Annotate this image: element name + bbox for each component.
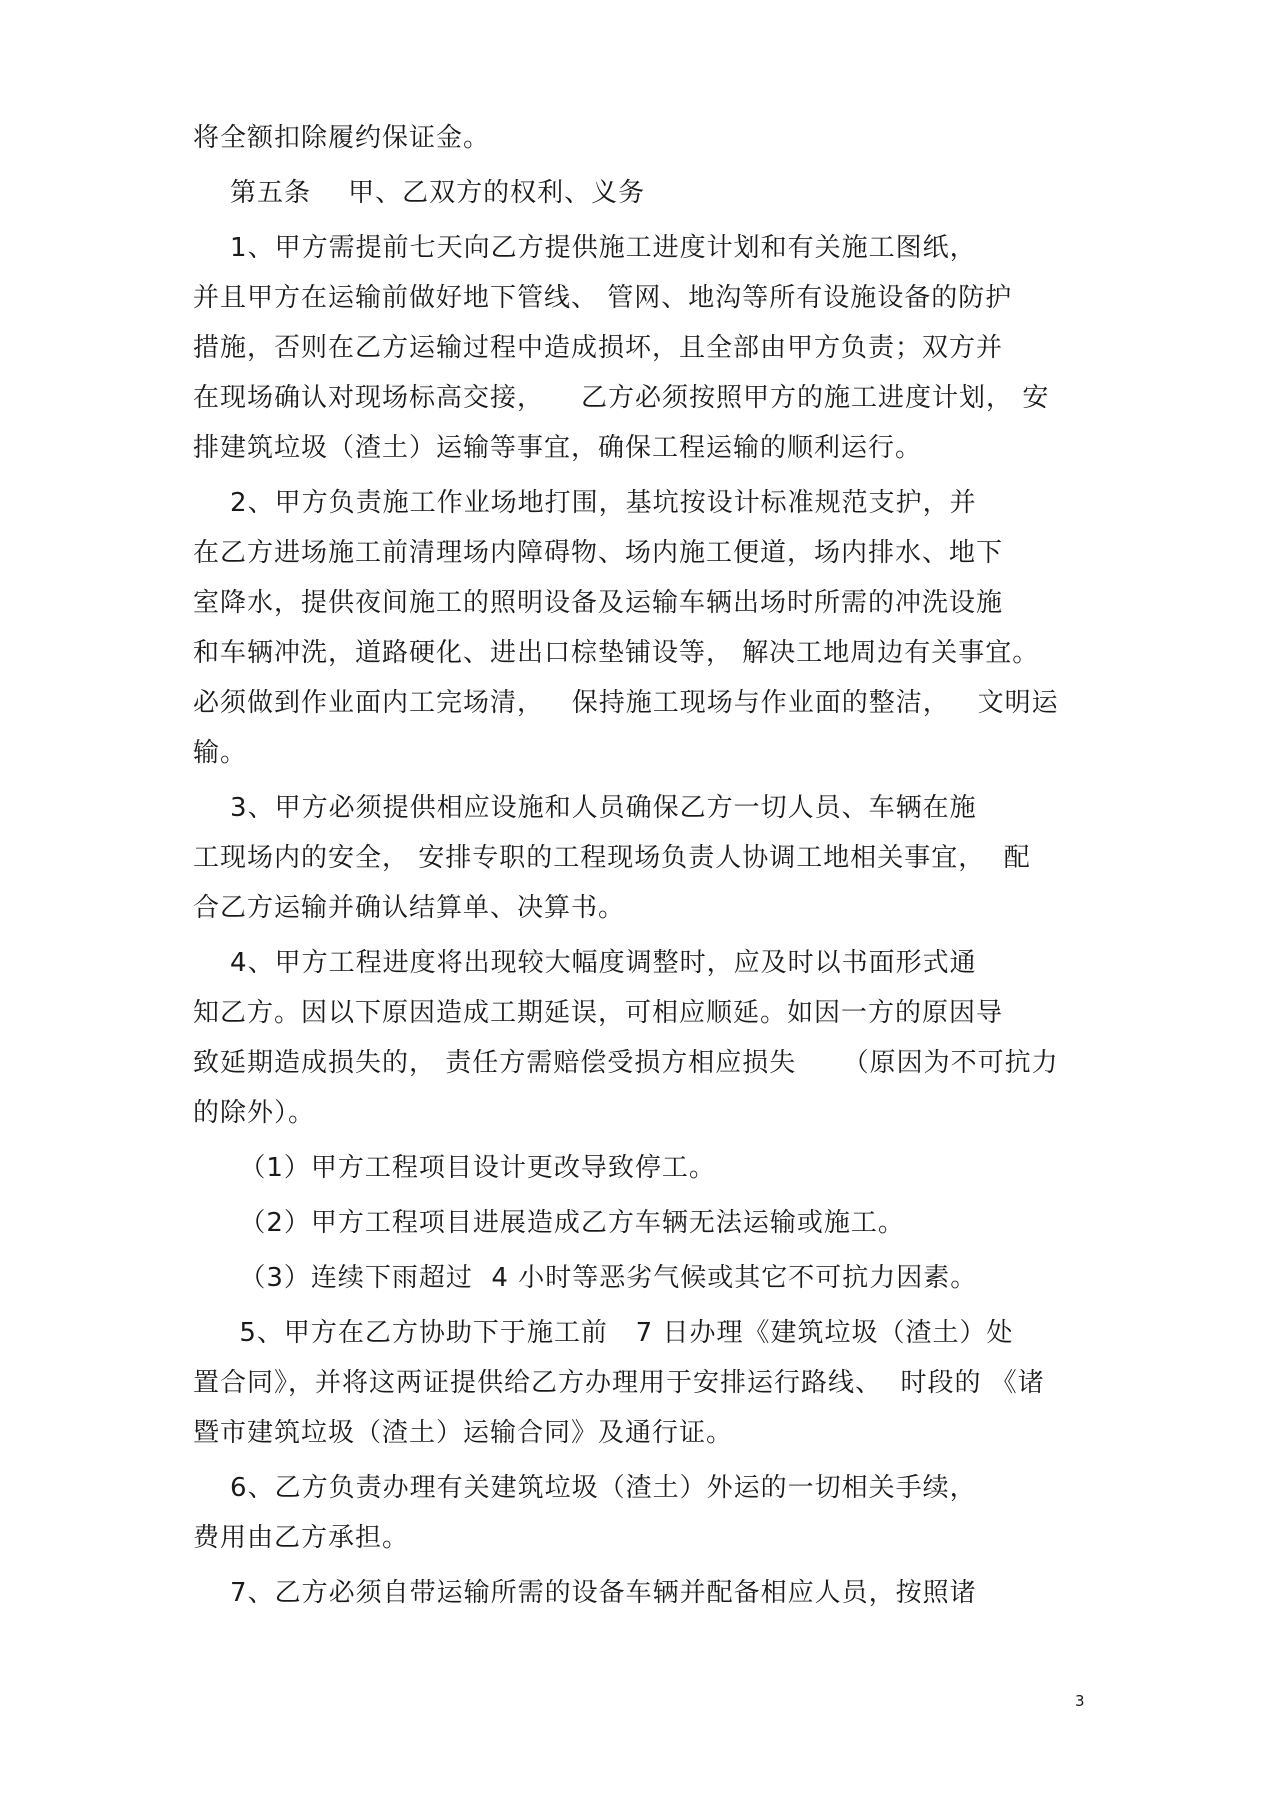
text-line: 合乙方运输并确认结算单、决算书。 bbox=[193, 893, 626, 923]
text-line: 输。 bbox=[193, 738, 248, 768]
text-line: 2、甲方负责施工作业场地打围，基坑按设计标准规范支护，并 bbox=[193, 488, 977, 518]
text-line: 必须做到作业面内工完场清， 保持施工现场与作业面的整洁， 文明运 bbox=[193, 688, 1059, 718]
text-line: 3、甲方必须提供相应设施和人员确保乙方一切人员、车辆在施 bbox=[193, 793, 977, 823]
text-line: 知乙方。因以下原因造成工期延误，可相应顺延。如因一方的原因导 bbox=[193, 998, 1004, 1028]
page-number: 3 bbox=[1075, 1692, 1085, 1710]
text-line: 在现场确认对现场标高交接， 乙方必须按照甲方的施工进度计划， 安 bbox=[193, 383, 1050, 413]
text-line: 5、甲方在乙方协助下于施工前 7 日办理《建筑垃圾（渣土）处 bbox=[193, 1318, 1014, 1348]
text-line: （3）连续下雨超过 4 小时等恶劣气候或其它不可抗力因素。 bbox=[193, 1263, 978, 1293]
text-line: 1、甲方需提前七天向乙方提供施工进度计划和有关施工图纸， bbox=[193, 233, 977, 263]
article-heading: 第五条 甲、乙双方的权利、义务 bbox=[193, 178, 646, 208]
text-line: 费用由乙方承担。 bbox=[193, 1523, 410, 1553]
text-line: 并且甲方在运输前做好地下管线、 管网、地沟等所有设施设备的防护 bbox=[193, 283, 1013, 313]
text-line: 和车辆冲洗，道路硬化、进出口棕垫铺设等， 解决工地周边有关事宜。 bbox=[193, 638, 1040, 668]
text-line: 将全额扣除履约保证金。 bbox=[193, 123, 491, 153]
text-line: 置合同》，并将这两证提供给乙方办理用于安排运行路线、 时段的 《诸 bbox=[193, 1368, 1045, 1398]
text-line: 致延期造成损失的， 责任方需赔偿受损方相应损失 （原因为不可抗力 bbox=[193, 1048, 1059, 1078]
text-line: （2）甲方工程项目进展造成乙方车辆无法运输或施工。 bbox=[193, 1208, 905, 1238]
text-line: 措施，否则在乙方运输过程中造成损坏，且全部由甲方负责；双方并 bbox=[193, 333, 1004, 363]
text-line: 的除外）。 bbox=[193, 1098, 316, 1128]
text-line: 在乙方进场施工前清理场内障碍物、场内施工便道，场内排水、地下 bbox=[193, 538, 1004, 568]
text-line: 4、甲方工程进度将出现较大幅度调整时，应及时以书面形式通 bbox=[193, 948, 977, 978]
text-line: 排建筑垃圾（渣土）运输等事宜，确保工程运输的顺利运行。 bbox=[193, 433, 923, 463]
text-line: 工现场内的安全， 安排专职的工程现场负责人协调工地相关事宜， 配 bbox=[193, 843, 1031, 873]
text-line: （1）甲方工程项目设计更改导致停工。 bbox=[193, 1153, 716, 1183]
text-line: 7、乙方必须自带运输所需的设备车辆并配备相应人员，按照诸 bbox=[193, 1578, 977, 1608]
text-line: 6、乙方负责办理有关建筑垃圾（渣土）外运的一切相关手续， bbox=[193, 1473, 977, 1503]
text-line: 暨市建筑垃圾（渣土）运输合同》及通行证。 bbox=[193, 1418, 734, 1448]
text-line: 室降水，提供夜间施工的照明设备及运输车辆出场时所需的冲洗设施 bbox=[193, 588, 1004, 618]
